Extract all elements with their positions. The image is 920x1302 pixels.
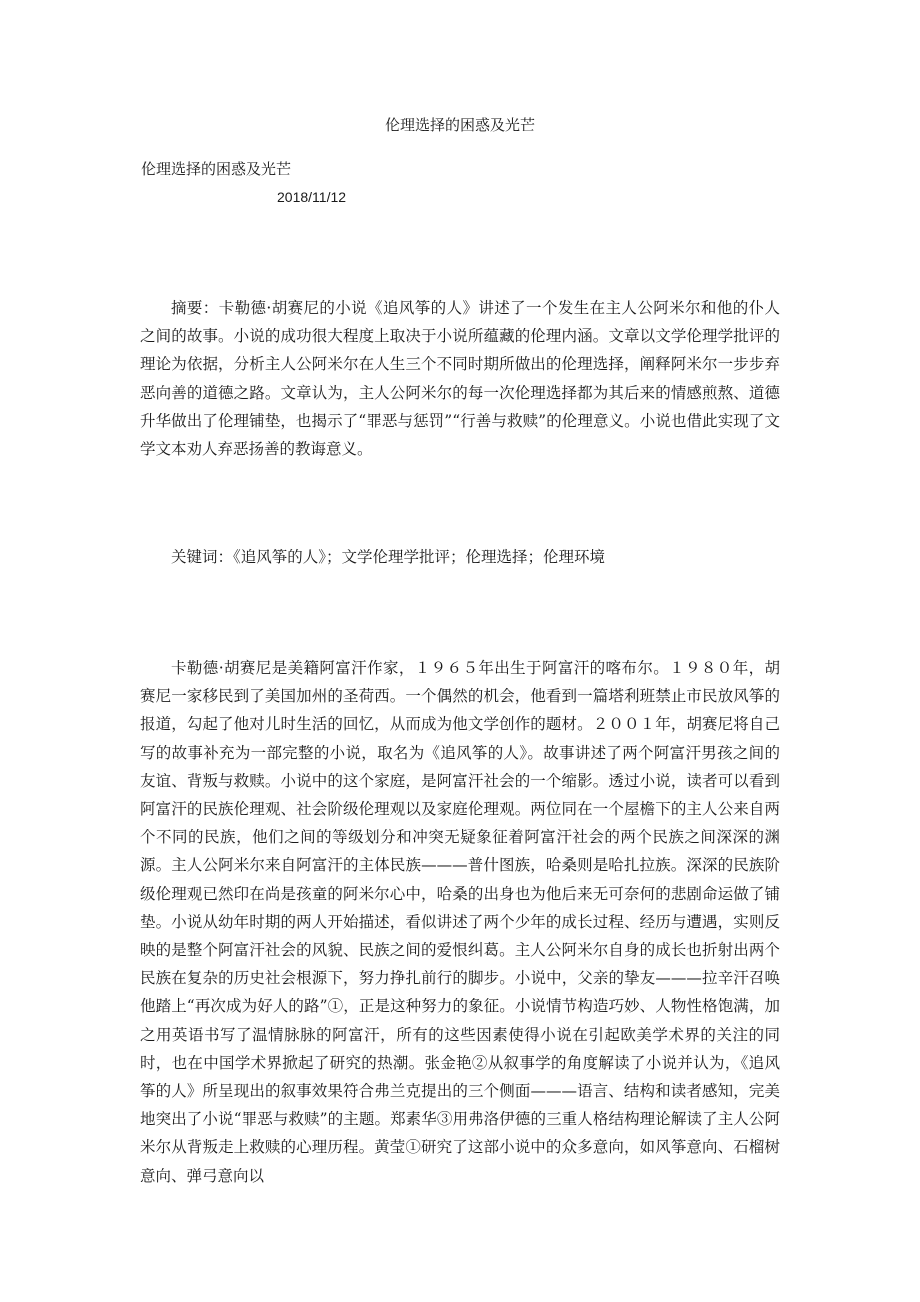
- document-title: 伦理选择的困惑及光芒: [384, 116, 535, 134]
- abstract-paragraph: 摘要：卡勒德·胡赛尼的小说《追风筝的人》讲述了一个发生在主人公阿米尔和他的仆人之间的故事。小说的成功很大程度上取决于小说所蕴藏的伦理内涵。文章以文学伦理学批评的理论为依据，分析主人公阿米尔在人生三个不同时期所做出的伦理选择，阐释阿米尔一步步弃恶向善的道德之路。文章认为，主人公阿米尔的每一次伦理选择都为其后来的情感煎熬、道德升华做出了伦理铺垫，也揭示了“罪恶与惩罚”“行善与救赎”的伦理意义。小说也借此实现了文学文本劝人弃恶扬善的教诲意义。: [140, 299, 780, 459]
- publish-date: 2018/11/12: [277, 189, 347, 205]
- article-title: 伦理选择的困惑及光芒: [141, 160, 292, 178]
- keywords-paragraph: 关键词：《追风筝的人》；文学伦理学批评；伦理选择；伦理环境: [171, 548, 606, 566]
- body-paragraph: 卡勒德·胡赛尼是美籍阿富汗作家，１９６５年出生于阿富汗的喀布尔。１９８０年，胡赛尼一家移民到了美国加州的圣荷西。一个偶然的机会，他看到一篇塔利班禁止市民放风筝的报道，勾起了他对儿时生活的回忆，从而成为他文学创作的题材。２００１年，胡赛尼将自己写的故事补充为一部完整的小说，取名为《追风筝的人》。故事讲述了两个阿富汗男孩之间的友谊、背叛与救赎。小说中的这个家庭，是阿富汗社会的一个缩影。透过小说，读者可以看到阿富汗的民族伦理观、社会阶级伦理观以及家庭伦理观。两位同在一个屋檐下的主人公来自两个不同的民族，他们之间的等级划分和冲突无疑象征着阿富汗社会的两个民族之间深深的渊源。主人公阿米尔来自阿富汗的主体民族———普什图族，哈桑则是哈扎拉族。深深的民族阶级伦理观已然印在尚是孩童的阿米尔心中，哈桑的出身也为他后来无可奈何的悲剧命运做了铺垫。小说从幼年时期的两人开始描述，看似讲述了两个少年的成长过程、经历与遭遇，实则反映的是整个阿富汗社会的风貌、民族之间的爱恨纠葛。主人公阿米尔自身的成长也折射出两个民族在复杂的历史社会根源下，努力挣扎前行的脚步。小说中，父亲的挚友———拉辛汗召唤他踏上“再次成为好人的路”①，正是这种努力的象征。小说情节构造巧妙、人物性格饱满，加之用英语书写了温情脉脉的阿富汗，所有的这些因素使得小说在引起欧美学术界的关注的同时，也在中国学术界掀起了研究的热潮。张金艳②从叙事学的角度解读了小说并认为，《追风筝的人》所呈现出的叙事效果符合弗兰克提出的三个侧面———语言、结构和读者感知，完美地突出了小说“罪恶与救赎”的主题。郑素华③用弗洛伊德的三重人格结构理论解读了主人公阿米尔从背叛走上救赎的心理历程。黄莹①研究了这部小说中的众多意向，如风筝意向、石榴树意向、弹弓意向以: [140, 659, 780, 1185]
